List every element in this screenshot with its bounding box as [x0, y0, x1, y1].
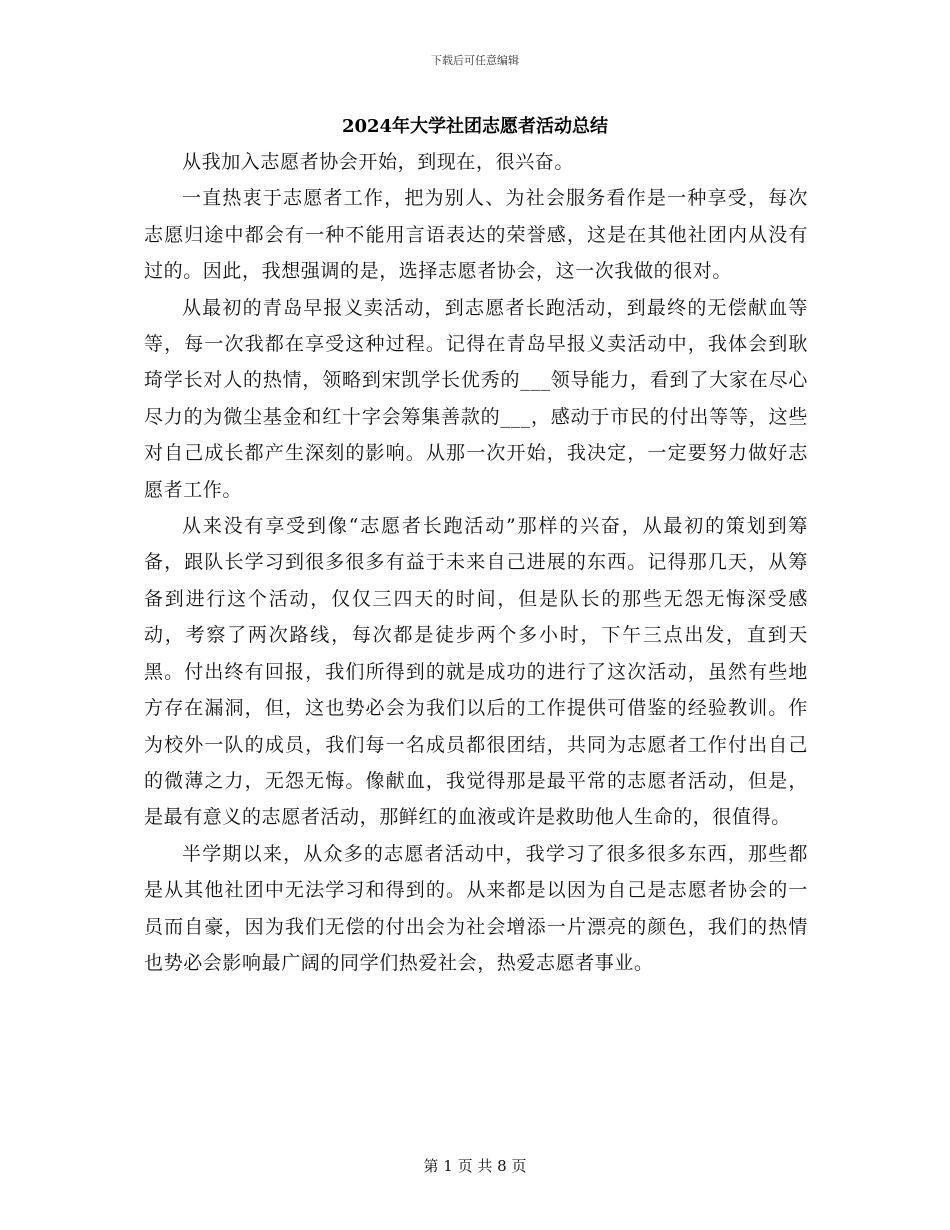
document-title: 2024年大学社团志愿者活动总结 — [341, 116, 609, 137]
paragraph-4: 从来没有享受到像“志愿者长跑活动”那样的兴奋，从最初的策划到筹备，跟队长学习到很多很多有益于未来自己进展的东西。记得那几天，从筹备到进行这个活动，仅仅三四天的时间，但是队长的那些无怨无悔深受感动，考察了两次路线，每次都是徒步两个多小时，下午三点出发，直到天黑。付出终有回报，我们所得到的就是成功的进行了这次活动，虽然有些地方存在漏洞，但，这也势必会为我们以后的工作提供可借鉴的经验教训。作为校外一队的成员，我们每一名成员都很团结，共同为志愿者工作付出自己的微薄之力，无怨无悔。像献血，我觉得那是最平常的志愿者活动，但是，是最有意义的志愿者活动，那鲜红的血液或许是救助他人生命的，很值得。 — [144, 515, 808, 829]
paragraph-1: 从我加入志愿者协会开始，到现在，很兴奋。 — [182, 151, 575, 173]
page-header-note: 下载后可任意编辑 — [431, 54, 519, 67]
document-body — [144, 144, 808, 981]
paragraph-5: 半学期以来，从众多的志愿者活动中，我学习了很多很多东西，那些都是从其他社团中无法学习和得到的。从来都是以因为自己是志愿者协会的一员而自豪，因为我们无偿的付出会为社会增添一片漂亮的颜色，我们的热情也势必会影响最广阔的同学们热爱社会，热爱志愿者事业。 — [144, 842, 808, 974]
paragraph-3: 从最初的青岛早报义卖活动，到志愿者长跑活动，到最终的无偿献血等等，每一次我都在享受这种过程。记得在青岛早报义卖活动中，我体会到耿琦学长对人的热情，领略到宋凯学长优秀的___领导能力，看到了大家在尽心尽力的为微尘基金和红十字会筹集善款的___，感动于市民的付出等等，这些对自己成长都产生深刻的影响。从那一次开始，我决定，一定要努力做好志愿者工作。 — [144, 296, 808, 501]
page-number-footer: 第 1 页 共 8 页 — [423, 1157, 527, 1175]
paragraph-2: 一直热衷于志愿者工作，把为别人、为社会服务看作是一种享受，每次志愿归途中都会有一种不能用言语表达的荣誉感，这是在其他社团内从没有过的。因此，我想强调的是，选择志愿者协会，这一次我做的很对。 — [144, 187, 808, 283]
